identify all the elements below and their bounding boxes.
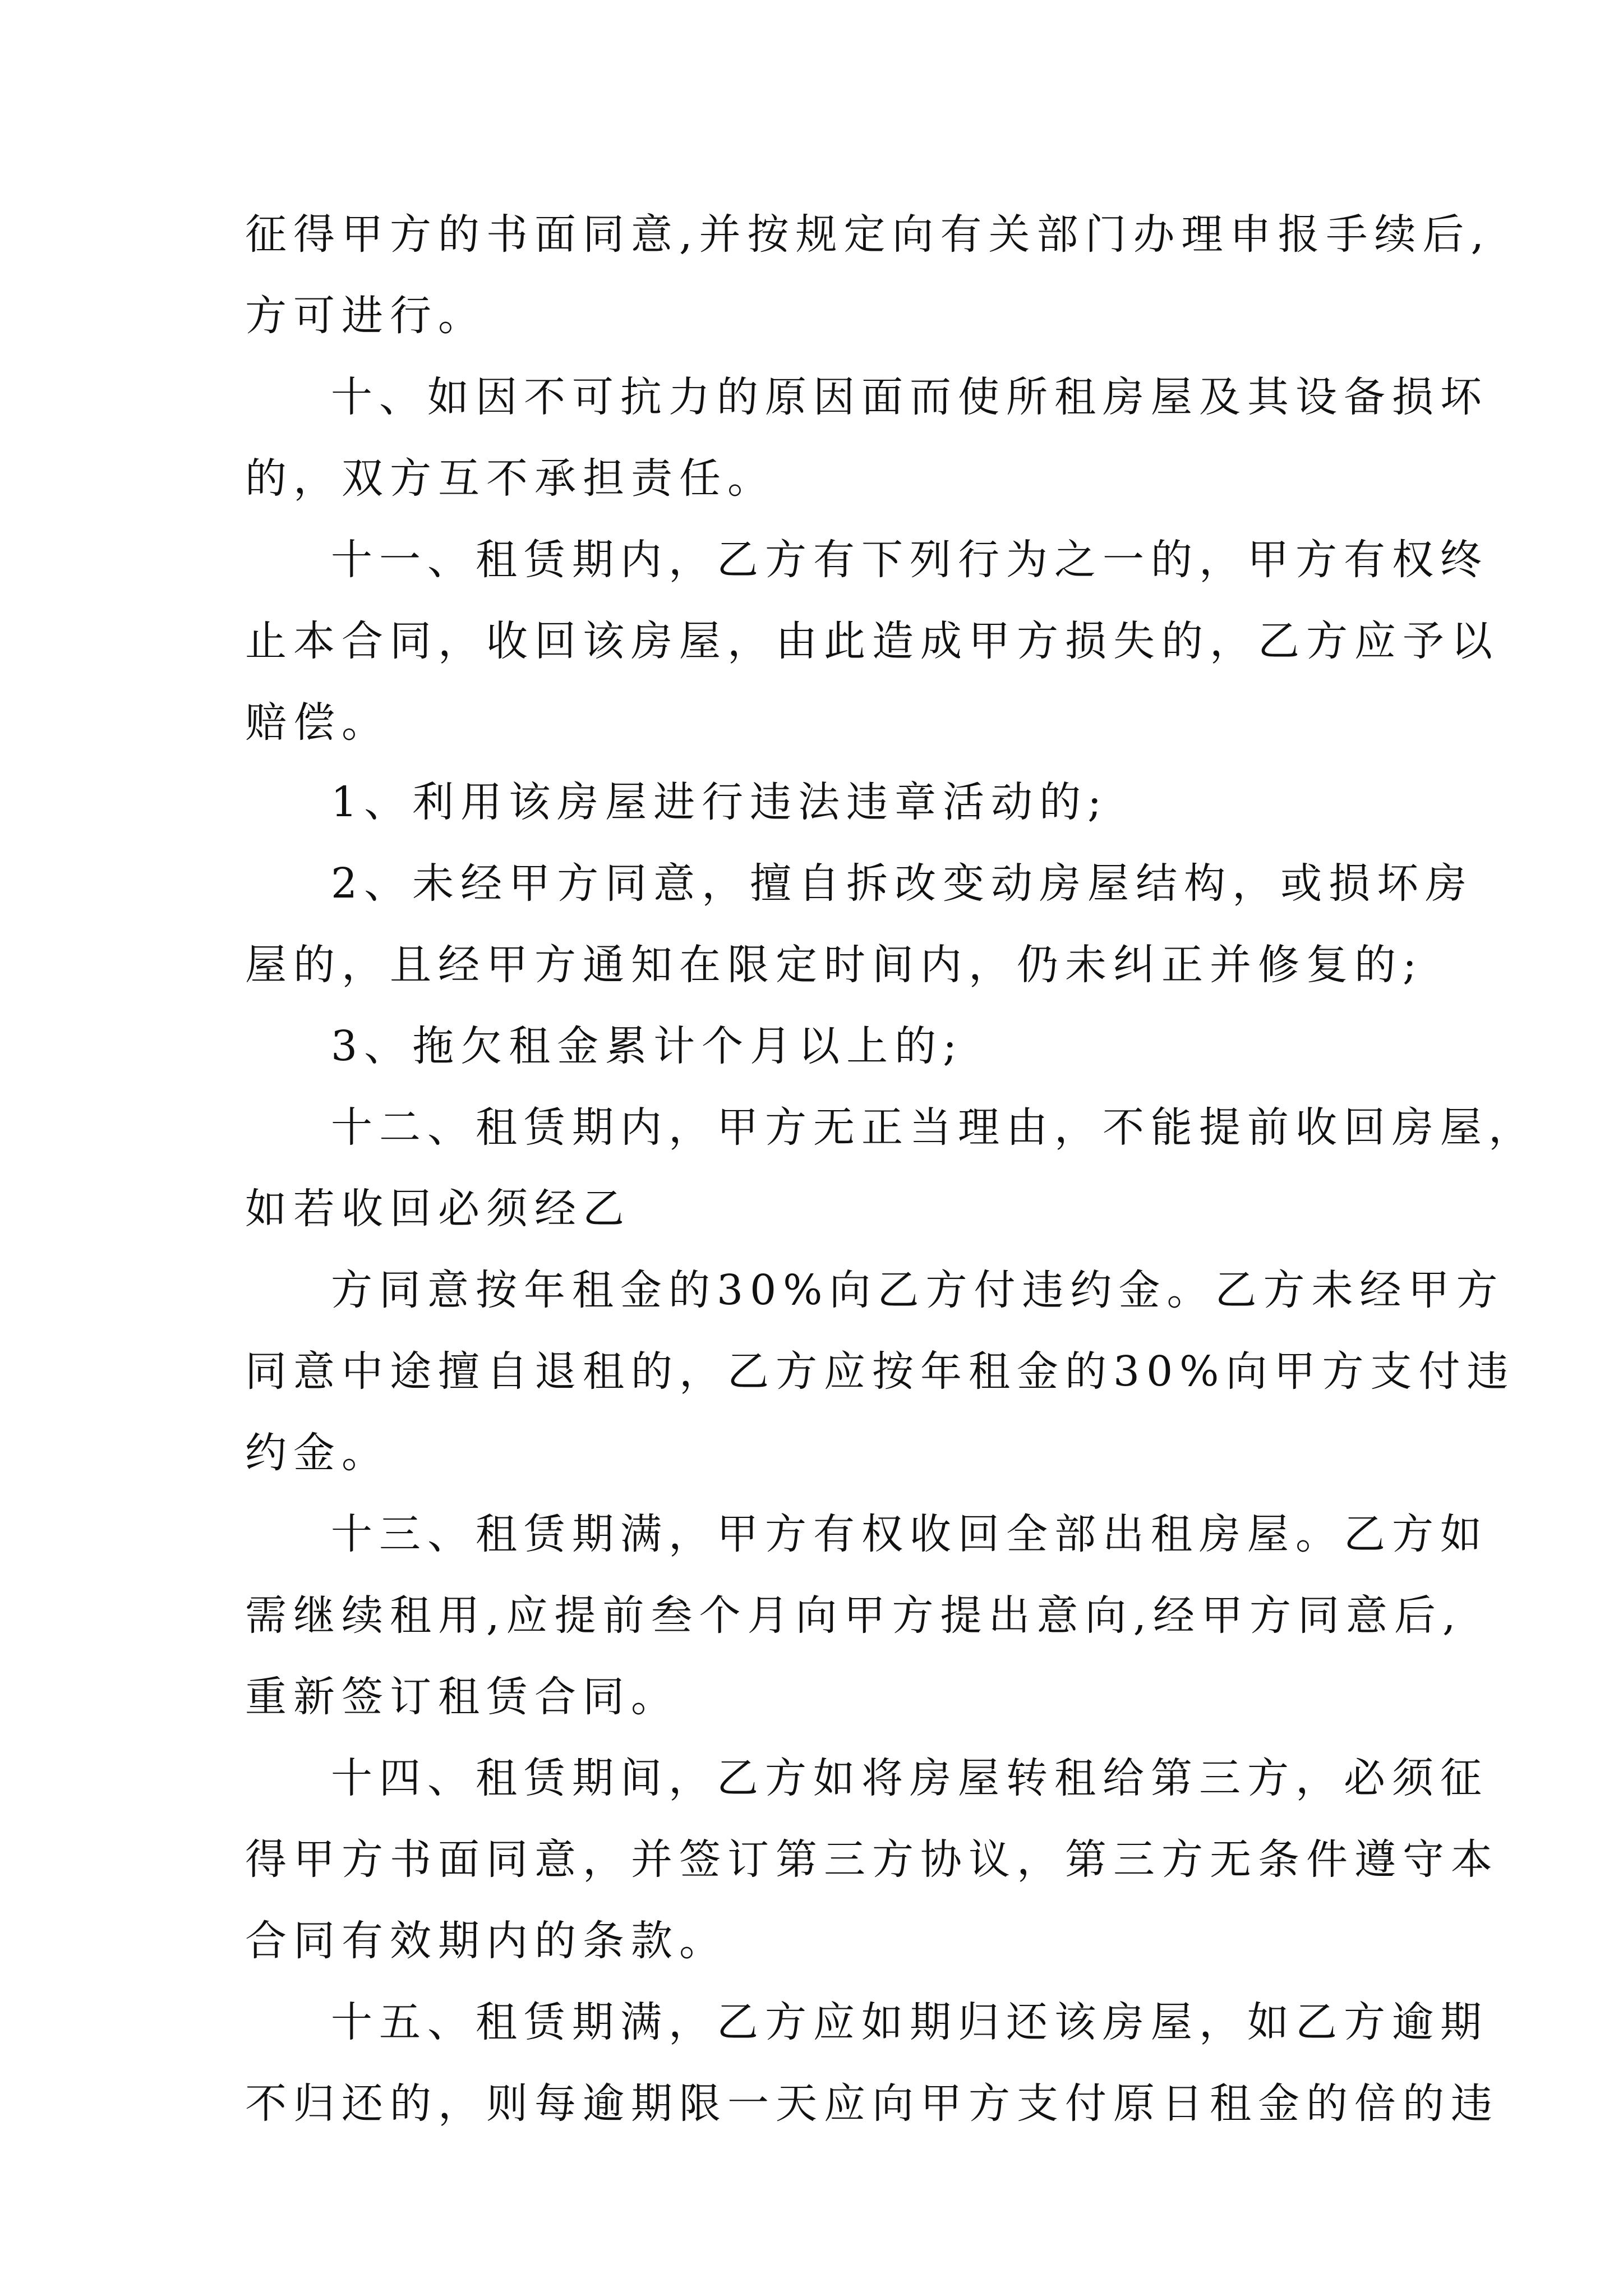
- paragraph-line: 3、拖欠租金累计个月以上的;: [331, 1022, 964, 1070]
- paragraph-line: 十三、租赁期满，甲方有权收回全部出租房屋。乙方如: [331, 1510, 1488, 1558]
- paragraph-line: 十二、租赁期内，甲方无正当理由，不能提前收回房屋，: [331, 1103, 1537, 1152]
- paragraph-line: 方同意按年租金的30%向乙方付违约金。乙方未经甲方: [331, 1266, 1505, 1314]
- paragraph-line: 不归还的，则每逾期限一天应向甲方支付原日租金的倍的违: [245, 2079, 1499, 2128]
- paragraph-line: 十一、租赁期内，乙方有下列行为之一的，甲方有权终: [331, 536, 1488, 584]
- paragraph-line: 赔偿。: [245, 698, 390, 747]
- paragraph-line: 需继续租用,应提前叁个月向甲方提出意向,经甲方同意后,: [245, 1591, 1463, 1640]
- paragraph-line: 如若收回必须经乙: [245, 1185, 631, 1233]
- paragraph-line: 同意中途擅自退租的，乙方应按年租金的30%向甲方支付违: [245, 1347, 1515, 1396]
- paragraph-line: 得甲方书面同意，并签订第三方协议，第三方无条件遵守本: [245, 1835, 1499, 1884]
- paragraph-line: 方可进行。: [245, 292, 486, 340]
- paragraph-line: 征得甲方的书面同意,并按规定向有关部门办理申报手续后,: [245, 210, 1491, 259]
- paragraph-line: 十四、租赁期间，乙方如将房屋转租给第三方，必须征: [331, 1754, 1488, 1802]
- paragraph-line: 的，双方互不承担责任。: [245, 454, 776, 503]
- paragraph-line: 约金。: [245, 1429, 390, 1477]
- paragraph-line: 合同有效期内的条款。: [245, 1917, 727, 1965]
- paragraph-line: 十五、租赁期满，乙方应如期归还该房屋，如乙方逾期: [331, 1998, 1488, 2046]
- paragraph-line: 重新签订租赁合同。: [245, 1673, 679, 1721]
- paragraph-line: 十、如因不可抗力的原因面而使所租房屋及其设备损坏: [331, 373, 1488, 421]
- paragraph-line: 2、未经甲方同意，擅自拆改变动房屋结构，或损坏房: [331, 859, 1474, 908]
- paragraph-line: 1、利用该房屋进行违法违章活动的;: [331, 778, 1109, 826]
- paragraph-line: 止本合同，收回该房屋，由此造成甲方损失的，乙方应予以: [245, 617, 1499, 665]
- paragraph-line: 屋的，且经甲方通知在限定时间内，仍未纠正并修复的;: [245, 941, 1423, 989]
